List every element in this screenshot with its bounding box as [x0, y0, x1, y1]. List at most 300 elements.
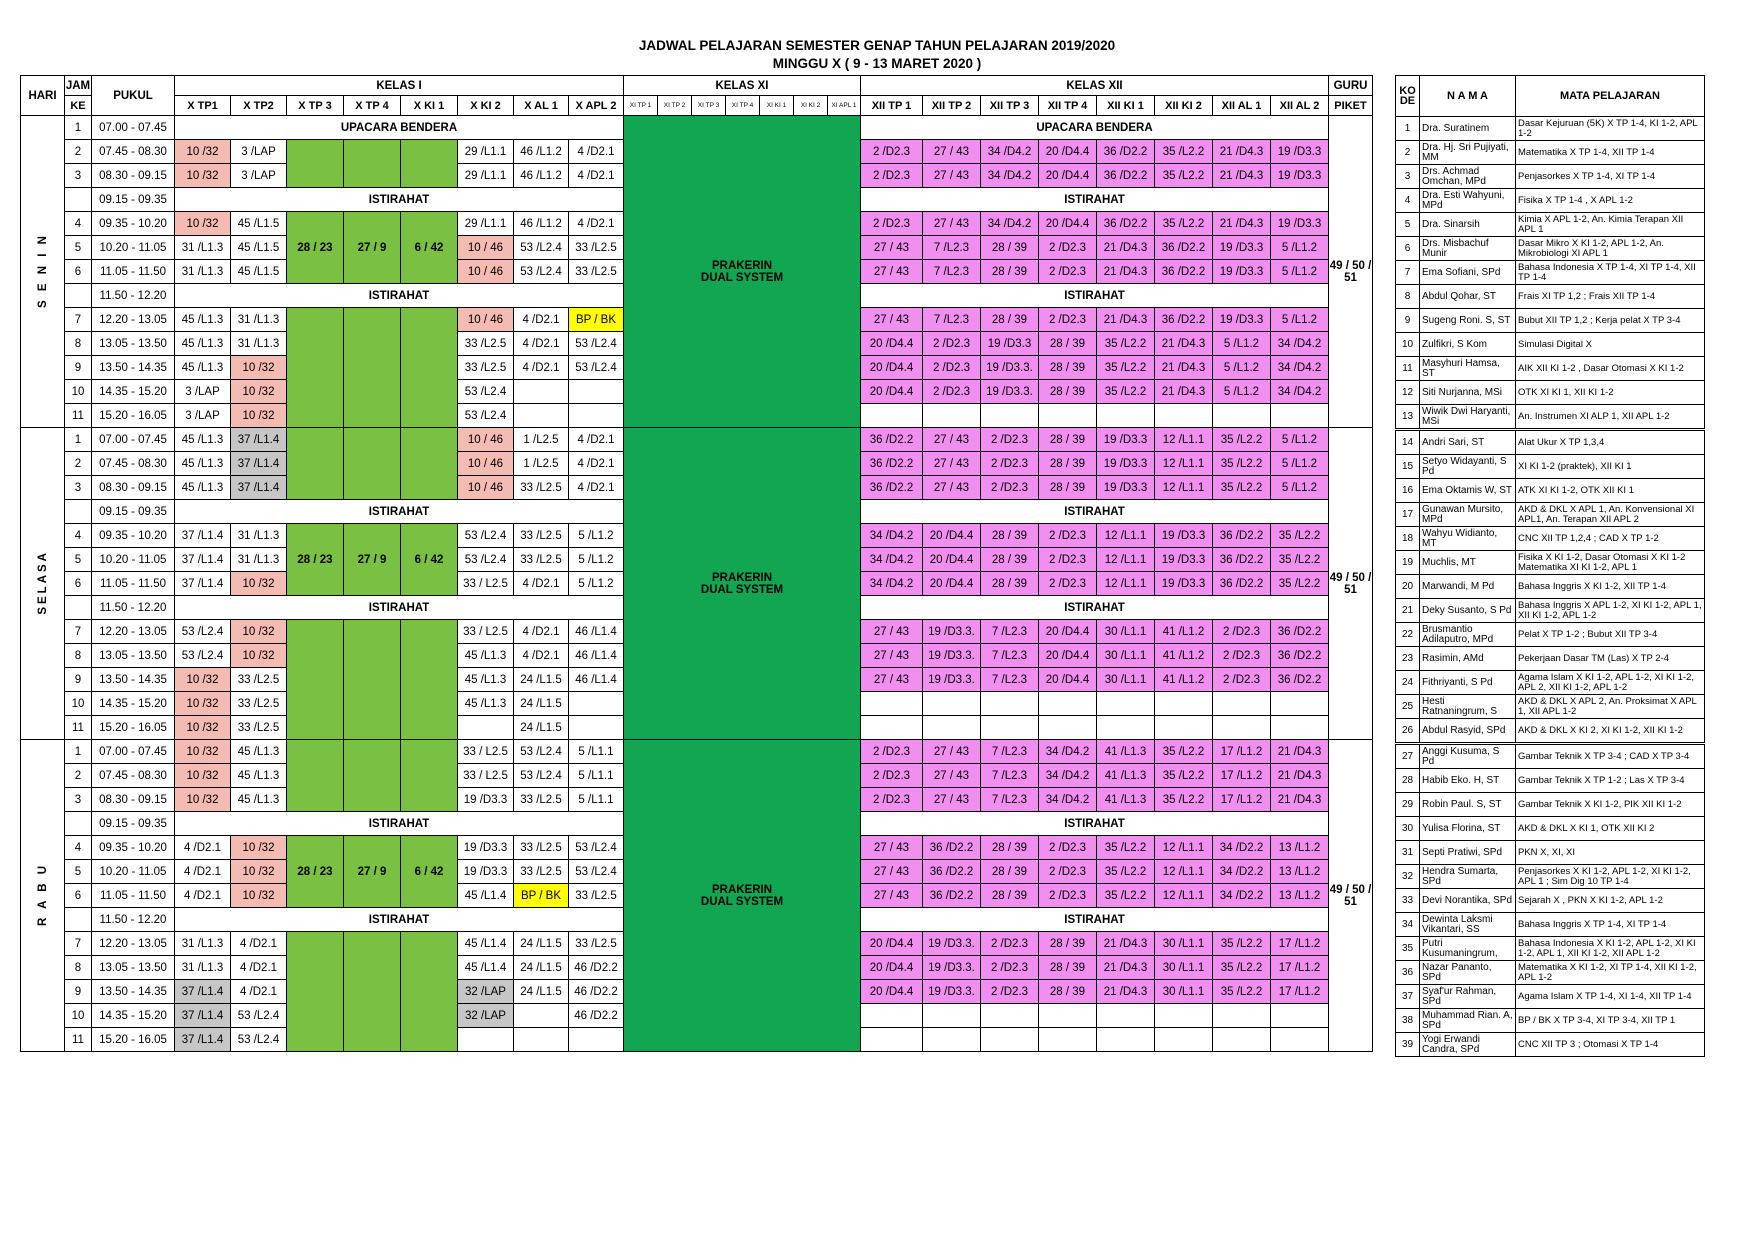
praktik-block-cell: [344, 740, 401, 812]
lesson-cell-xii: 2 /D2.3: [1039, 836, 1097, 860]
piket-cell: 49 / 50 / 51: [1329, 740, 1373, 1052]
day-name-cell: [21, 116, 65, 428]
teacher-name: Devi Norantika, SPd: [1420, 889, 1516, 913]
lesson-cell: 33 /L2.5: [569, 932, 624, 956]
lesson-cell-xii: 21 /D4.3: [1155, 332, 1213, 356]
lesson-cell-xii: 36 /D2.2: [1097, 212, 1155, 236]
lesson-cell: 33 /L2.5: [569, 260, 624, 284]
lesson-cell-xii: 35 /L2.2: [1097, 332, 1155, 356]
lesson-cell: 4 /D2.1: [231, 956, 287, 980]
lesson-cell: 10 /32: [231, 356, 287, 380]
lesson-cell: 1 /L2.5: [514, 428, 569, 452]
teacher-name: Drs. Misbachuf Munir: [1420, 237, 1516, 261]
jam-cell: 6: [65, 884, 92, 908]
lesson-cell: 31 /L1.3: [175, 956, 231, 980]
praktik-block-cell: [287, 308, 344, 428]
pukul-cell: 13.05 - 13.50: [92, 644, 175, 668]
teacher-code: 9: [1396, 309, 1420, 333]
header-row-1: [21, 76, 1373, 96]
lesson-cell: 45 /L1.3: [175, 476, 231, 500]
teacher-row: [1396, 551, 1705, 575]
prakerin-cell: [624, 116, 861, 428]
lesson-cell-xii: [1213, 404, 1271, 428]
lesson-cell-xii: 2 /D2.3: [1039, 308, 1097, 332]
teacher-name: Septi Pratiwi, SPd: [1420, 841, 1516, 865]
lesson-cell-xii: 35 /L2.2: [1155, 788, 1213, 812]
lesson-cell-xii: 20 /D4.4: [1039, 212, 1097, 236]
teacher-row: [1396, 961, 1705, 985]
lesson-cell-xii: 27 / 43: [923, 164, 981, 188]
teacher-name: Deky Susanto, S Pd: [1420, 599, 1516, 623]
lesson-cell: 46 /L1.2: [514, 140, 569, 164]
lesson-cell-xii: 13 /L1.2: [1271, 884, 1329, 908]
praktik-block-cell: [344, 308, 401, 428]
teacher-subject: Bahasa Inggris X TP 1-4, XI TP 1-4: [1516, 913, 1705, 937]
lesson-cell-xii: 35 /L2.2: [1155, 164, 1213, 188]
lesson-cell-xii: 35 /L2.2: [1271, 572, 1329, 596]
class-xi-header: XI TP 2: [658, 96, 692, 116]
praktik-block-cell: [401, 740, 458, 812]
lesson-cell: 45 /L1.4: [458, 956, 514, 980]
guru-header: GURU: [1329, 76, 1373, 96]
mapel-header: MATA PELAJARAN: [1516, 76, 1705, 117]
pukul-cell: 11.05 - 11.50: [92, 884, 175, 908]
lesson-cell-xii: 27 / 43: [861, 260, 923, 284]
teacher-code: 25: [1396, 695, 1420, 719]
jam-cell: 7: [65, 308, 92, 332]
jam-cell: 4: [65, 836, 92, 860]
praktik-block-cell: 27 / 9: [344, 212, 401, 284]
lesson-cell: 3 /LAP: [175, 404, 231, 428]
lesson-cell-xii: 36 /D2.2: [861, 476, 923, 500]
class-x-header: X TP 4: [344, 96, 401, 116]
jam-cell: [65, 188, 92, 212]
praktik-block-cell: [344, 140, 401, 188]
teacher-name: Hesti Ratnaningrum, S: [1420, 695, 1516, 719]
lesson-cell-xii: [1213, 716, 1271, 740]
lesson-cell-xii: 27 / 43: [861, 836, 923, 860]
lesson-cell-xii: 35 /L2.2: [1155, 140, 1213, 164]
teacher-row: [1396, 527, 1705, 551]
lesson-cell-xii: 2 /D2.3: [861, 140, 923, 164]
lesson-cell: 45 /L1.4: [458, 884, 514, 908]
istirahat-cell: ISTIRAHAT: [175, 596, 624, 620]
teacher-subject: Pelat X TP 1-2 ; Bubut XII TP 3-4: [1516, 623, 1705, 647]
lesson-cell: 4 /D2.1: [514, 308, 569, 332]
lesson-cell-xii: 28 / 39: [981, 308, 1039, 332]
lesson-cell-xii: 36 /D2.2: [923, 836, 981, 860]
lesson-cell-xii: 20 /D4.4: [861, 932, 923, 956]
lesson-cell-xii: 34 /D4.2: [981, 212, 1039, 236]
lesson-cell-xii: [861, 404, 923, 428]
lesson-cell: 10 /32: [175, 764, 231, 788]
praktik-block-cell: 27 / 9: [344, 524, 401, 596]
lesson-cell-xii: 28 / 39: [981, 260, 1039, 284]
lesson-cell-xii: 12 /L1.1: [1155, 452, 1213, 476]
pukul-cell: 09.15 - 09.35: [92, 188, 175, 212]
jam-cell: 1: [65, 740, 92, 764]
teacher-row: [1396, 479, 1705, 503]
lesson-cell-xii: 30 /L1.1: [1155, 980, 1213, 1004]
pukul-cell: 14.35 - 15.20: [92, 380, 175, 404]
lesson-cell-xii: 19 /D3.3.: [981, 356, 1039, 380]
teacher-row: [1396, 817, 1705, 841]
praktik-block-cell: 27 / 9: [344, 836, 401, 908]
lesson-cell-xii: 27 / 43: [861, 620, 923, 644]
lesson-cell: 4 /D2.1: [514, 644, 569, 668]
lesson-cell-xii: 5 /L1.2: [1271, 452, 1329, 476]
lesson-cell-xii: [1155, 1028, 1213, 1052]
lesson-cell-xii: 36 /D2.2: [1155, 236, 1213, 260]
lesson-cell-xii: 35 /L2.2: [1271, 524, 1329, 548]
teacher-row: [1396, 719, 1705, 743]
lesson-cell-xii: 5 /L1.2: [1271, 260, 1329, 284]
teacher-subject: XI KI 1-2 (praktek), XII KI 1: [1516, 455, 1705, 479]
lesson-cell-xii: 21 /D4.3: [1213, 140, 1271, 164]
teacher-code: 6: [1396, 237, 1420, 261]
jam-cell: 8: [65, 956, 92, 980]
lesson-cell-xii: 17 /L1.2: [1213, 788, 1271, 812]
teacher-code: 21: [1396, 599, 1420, 623]
lesson-cell: 45 /L1.3: [458, 692, 514, 716]
lesson-cell-xii: 28 / 39: [1039, 476, 1097, 500]
class-xii-header: XII KI 1: [1097, 96, 1155, 116]
teacher-subject: Pekerjaan Dasar TM (Las) X TP 2-4: [1516, 647, 1705, 671]
lesson-cell-xii: 20 /D4.4: [1039, 668, 1097, 692]
lesson-cell: 53 /L2.4: [458, 380, 514, 404]
lesson-cell: 45 /L1.3: [231, 740, 287, 764]
teacher-code: 18: [1396, 527, 1420, 551]
lesson-cell: 10 / 46: [458, 308, 514, 332]
lesson-cell-xii: 28 / 39: [981, 524, 1039, 548]
teacher-name: Anggi Kusuma, S Pd: [1420, 745, 1516, 769]
lesson-cell-xii: 21 /D4.3: [1271, 764, 1329, 788]
class-xi-header: XI KI 2: [794, 96, 828, 116]
teacher-code: 7: [1396, 261, 1420, 285]
lesson-cell-xii: 28 / 39: [981, 548, 1039, 572]
lesson-cell-xii: 19 /D3.3: [1155, 548, 1213, 572]
lesson-cell: 10 / 46: [458, 236, 514, 260]
pukul-cell: 11.05 - 11.50: [92, 260, 175, 284]
lesson-cell: 53 /L2.4: [569, 860, 624, 884]
teacher-subject: An. Instrumen XI ALP 1, XII APL 1-2: [1516, 405, 1705, 429]
lesson-cell-xii: 21 /D4.3: [1097, 236, 1155, 260]
lesson-cell-xii: 12 /L1.1: [1155, 836, 1213, 860]
teacher-name: Ema Sofiani, SPd: [1420, 261, 1516, 285]
lesson-cell-xii: 20 /D4.4: [1039, 164, 1097, 188]
lesson-cell: 19 /D3.3: [458, 836, 514, 860]
jam-cell: 3: [65, 788, 92, 812]
lesson-cell: [569, 1028, 624, 1052]
teacher-subject: Fisika X KI 1-2, Dasar Otomasi X KI 1-2 Matematika XI KI 1-2, APL 1: [1516, 551, 1705, 575]
teacher-name: Dra. Hj. Sri Pujiyati, MM: [1420, 141, 1516, 165]
lesson-cell: 10 /32: [231, 644, 287, 668]
lesson-cell-xii: 2 /D2.3: [861, 764, 923, 788]
lesson-cell-xii: 34 /D4.2: [861, 524, 923, 548]
lesson-cell-xii: [861, 716, 923, 740]
lesson-cell-xii: 34 /D4.2: [1039, 740, 1097, 764]
lesson-cell-xii: [981, 1004, 1039, 1028]
teacher-row: [1396, 189, 1705, 213]
teacher-code: 36: [1396, 961, 1420, 985]
lesson-cell: 31 /L1.3: [175, 932, 231, 956]
teacher-name: Abdul Qohar, ST: [1420, 285, 1516, 309]
lesson-cell-xii: 7 /L2.3: [923, 260, 981, 284]
jam-cell: 6: [65, 260, 92, 284]
lesson-cell: 5 /L1.1: [569, 788, 624, 812]
lesson-cell-xii: 2 /D2.3: [861, 164, 923, 188]
jam-cell: 7: [65, 620, 92, 644]
lesson-cell-xii: 2 /D2.3: [1039, 860, 1097, 884]
istirahat-cell: ISTIRAHAT: [175, 284, 624, 308]
lesson-cell-xii: 28 / 39: [981, 572, 1039, 596]
day-name-cell: [21, 428, 65, 740]
teacher-name: Masyhuri Hamsa, ST: [1420, 357, 1516, 381]
lesson-cell: 37 /L1.4: [231, 428, 287, 452]
teacher-subject: AKD & DKL X KI 1, OTK XII KI 2: [1516, 817, 1705, 841]
teacher-subject: AKD & DKL X APL 1, An. Konvensional XI APL1, An. Terapan XII APL 2: [1516, 503, 1705, 527]
upacara-cell-xii: UPACARA BENDERA: [861, 116, 1329, 140]
teacher-row: [1396, 937, 1705, 961]
lesson-cell-xii: 27 / 43: [923, 428, 981, 452]
lesson-cell-xii: [981, 1028, 1039, 1052]
teacher-row: [1396, 671, 1705, 695]
istirahat-cell: ISTIRAHAT: [175, 188, 624, 212]
teacher-subject: Penjasorkes X KI 1-2, APL 1-2, XI KI 1-2, APL 1 ; Sim Dig 10 TP 1-4: [1516, 865, 1705, 889]
lesson-cell-xii: 36 /D2.2: [1097, 164, 1155, 188]
lesson-cell: 31 /L1.3: [231, 548, 287, 572]
lesson-cell-xii: [1039, 692, 1097, 716]
teacher-subject: PKN X, XI, XI: [1516, 841, 1705, 865]
lesson-cell-xii: 41 /L1.3: [1097, 740, 1155, 764]
lesson-cell-xii: 19 /D3.3.: [923, 620, 981, 644]
teacher-subject: OTK XI KI 1, XII KI 1-2: [1516, 381, 1705, 405]
lesson-cell-xii: 36 /D2.2: [923, 860, 981, 884]
prakerin-cell: [624, 428, 861, 740]
teacher-row: [1396, 141, 1705, 165]
lesson-cell-xii: 27 / 43: [861, 884, 923, 908]
istirahat-cell-xii: ISTIRAHAT: [861, 596, 1329, 620]
teacher-code: 4: [1396, 189, 1420, 213]
lesson-cell-xii: 20 /D4.4: [861, 980, 923, 1004]
day-name: S E N I N: [36, 232, 49, 308]
praktik-block-cell: 28 / 23: [287, 212, 344, 284]
lesson-cell-xii: [1213, 692, 1271, 716]
lesson-cell: 53 /L2.4: [569, 356, 624, 380]
teacher-row: [1396, 745, 1705, 769]
istirahat-cell-xii: ISTIRAHAT: [861, 500, 1329, 524]
jam-cell: 10: [65, 1004, 92, 1028]
teacher-name: Rasimin, AMd: [1420, 647, 1516, 671]
lesson-cell-xii: 19 /D3.3.: [923, 980, 981, 1004]
lesson-cell: 53 /L2.4: [569, 332, 624, 356]
lesson-cell-xii: 2 /D2.3: [981, 452, 1039, 476]
pukul-cell: 07.45 - 08.30: [92, 764, 175, 788]
class-xi-header: XI TP 4: [726, 96, 760, 116]
teacher-code: 22: [1396, 623, 1420, 647]
lesson-cell: 45 /L1.3: [175, 452, 231, 476]
lesson-cell-xii: 28 / 39: [1039, 428, 1097, 452]
jam-cell: 8: [65, 332, 92, 356]
nama-header: N A M A: [1420, 76, 1516, 117]
lesson-cell-xii: 2 /D2.3: [1213, 620, 1271, 644]
lesson-cell-xii: 35 /L2.2: [1155, 740, 1213, 764]
lesson-cell-xii: 34 /D4.2: [861, 572, 923, 596]
lesson-cell: [569, 380, 624, 404]
pukul-cell: 14.35 - 15.20: [92, 1004, 175, 1028]
lesson-cell-xii: [1155, 692, 1213, 716]
teacher-row: [1396, 333, 1705, 357]
lesson-cell: 45 /L1.4: [458, 932, 514, 956]
lesson-cell: 33 /L2.5: [514, 476, 569, 500]
lesson-cell-xii: 21 /D4.3: [1097, 308, 1155, 332]
teacher-code: 23: [1396, 647, 1420, 671]
lesson-cell-xii: 2 /D2.3: [861, 788, 923, 812]
jam-ke-header: KE: [65, 96, 92, 116]
jam-cell: [65, 500, 92, 524]
teacher-name: Siti Nurjanna, MSi: [1420, 381, 1516, 405]
pukul-cell: 12.20 - 13.05: [92, 308, 175, 332]
pukul-cell: 08.30 - 09.15: [92, 164, 175, 188]
jam-cell: 5: [65, 860, 92, 884]
lesson-cell-xii: 20 /D4.4: [1039, 140, 1097, 164]
class-xii-header: XII AL 2: [1271, 96, 1329, 116]
teacher-name: Yulisa Florina, ST: [1420, 817, 1516, 841]
lesson-cell-xii: 2 /D2.3: [861, 212, 923, 236]
pukul-cell: 13.50 - 14.35: [92, 980, 175, 1004]
pukul-cell: 09.15 - 09.35: [92, 812, 175, 836]
lesson-cell-xii: 36 /D2.2: [923, 884, 981, 908]
pukul-cell: 08.30 - 09.15: [92, 788, 175, 812]
class-x-header: X TP1: [175, 96, 231, 116]
teacher-row: [1396, 985, 1705, 1009]
lesson-cell-xii: 27 / 43: [861, 308, 923, 332]
lesson-cell-xii: [1271, 716, 1329, 740]
teacher-name: Robin Paul. S, ST: [1420, 793, 1516, 817]
lesson-cell-xii: 12 /L1.1: [1155, 884, 1213, 908]
teacher-row: [1396, 309, 1705, 333]
teacher-name: Habib Eko. H, ST: [1420, 769, 1516, 793]
lesson-cell-xii: 34 /D4.2: [981, 140, 1039, 164]
lesson-cell-xii: 30 /L1.1: [1155, 956, 1213, 980]
lesson-cell-xii: 36 /D2.2: [861, 428, 923, 452]
lesson-cell-xii: [923, 1004, 981, 1028]
lesson-cell: 32 /LAP: [458, 980, 514, 1004]
lesson-cell-xii: 27 / 43: [923, 476, 981, 500]
lesson-cell-xii: 19 /D3.3: [1271, 164, 1329, 188]
lesson-cell-xii: 21 /D4.3: [1213, 212, 1271, 236]
teacher-row: [1396, 913, 1705, 937]
lesson-cell-xii: 7 /L2.3: [981, 788, 1039, 812]
lesson-cell-xii: 21 /D4.3: [1155, 356, 1213, 380]
lesson-cell: 45 /L1.3: [175, 356, 231, 380]
teacher-subject: Bubut XII TP 1,2 ; Kerja pelat X TP 3-4: [1516, 309, 1705, 333]
lesson-cell-xii: [923, 1028, 981, 1052]
lesson-cell: BP / BK: [569, 308, 624, 332]
jam-cell: 7: [65, 932, 92, 956]
teacher-name: Muchlis, MT: [1420, 551, 1516, 575]
lesson-cell: 10 /32: [175, 668, 231, 692]
istirahat-cell: ISTIRAHAT: [175, 500, 624, 524]
teacher-table: [1395, 75, 1705, 1057]
lesson-cell: 31 /L1.3: [175, 236, 231, 260]
lesson-cell-xii: 12 /L1.1: [1155, 428, 1213, 452]
lesson-cell: 31 /L1.3: [231, 308, 287, 332]
pukul-cell: 13.05 - 13.50: [92, 332, 175, 356]
lesson-cell-xii: 17 /L1.2: [1213, 764, 1271, 788]
lesson-cell-xii: 19 /D3.3.: [981, 380, 1039, 404]
lesson-cell: 10 / 46: [458, 428, 514, 452]
praktik-block-cell: 6 / 42: [401, 212, 458, 284]
lesson-cell-xii: 35 /L2.2: [1097, 860, 1155, 884]
lesson-cell: 45 /L1.5: [231, 236, 287, 260]
lesson-cell-xii: 34 /D2.2: [1213, 860, 1271, 884]
lesson-cell-xii: 27 / 43: [861, 236, 923, 260]
pukul-cell: 15.20 - 16.05: [92, 716, 175, 740]
lesson-cell-xii: [1039, 1004, 1097, 1028]
pukul-cell: 15.20 - 16.05: [92, 1028, 175, 1052]
lesson-cell-xii: 19 /D3.3: [981, 332, 1039, 356]
lesson-cell: 5 /L1.1: [569, 740, 624, 764]
lesson-cell-xii: [923, 716, 981, 740]
lesson-cell-xii: 5 /L1.2: [1213, 380, 1271, 404]
lesson-cell: 33 /L2.5: [514, 548, 569, 572]
lesson-cell-xii: 28 / 39: [981, 884, 1039, 908]
lesson-cell: 45 /L1.3: [175, 428, 231, 452]
lesson-cell-xii: 2 /D2.3: [923, 380, 981, 404]
pukul-cell: 12.20 - 13.05: [92, 620, 175, 644]
lesson-cell: [514, 1028, 569, 1052]
lesson-cell: 4 /D2.1: [175, 884, 231, 908]
teacher-name: Muhammad Rian. A, SPd: [1420, 1009, 1516, 1033]
lesson-cell-xii: 19 /D3.3.: [923, 668, 981, 692]
teacher-row: [1396, 357, 1705, 381]
lesson-cell: [569, 692, 624, 716]
teacher-code: 5: [1396, 213, 1420, 237]
class-xii-header: XII TP 3: [981, 96, 1039, 116]
lesson-cell: 37 /L1.4: [175, 548, 231, 572]
lesson-cell-xii: 19 /D3.3: [1097, 476, 1155, 500]
teacher-code: 33: [1396, 889, 1420, 913]
day-name: R A B U: [36, 862, 49, 926]
lesson-cell: 24 /L1.5: [514, 668, 569, 692]
lesson-cell: 10 /32: [231, 380, 287, 404]
lesson-cell: 33 /L2.5: [514, 524, 569, 548]
teacher-code: 3: [1396, 165, 1420, 189]
lesson-cell-xii: [1097, 1004, 1155, 1028]
pukul-cell: 11.05 - 11.50: [92, 572, 175, 596]
pukul-cell: 07.00 - 07.45: [92, 116, 175, 140]
lesson-cell-xii: 2 /D2.3: [861, 740, 923, 764]
teacher-code: 30: [1396, 817, 1420, 841]
teacher-subject: Simulasi Digital X: [1516, 333, 1705, 357]
lesson-cell-xii: 21 /D4.3: [1097, 932, 1155, 956]
teacher-code: 8: [1396, 285, 1420, 309]
praktik-block-cell: [401, 308, 458, 428]
lesson-cell-xii: [1039, 716, 1097, 740]
lesson-cell-xii: 35 /L2.2: [1213, 428, 1271, 452]
lesson-cell-xii: [1097, 404, 1155, 428]
pukul-cell: 13.50 - 14.35: [92, 356, 175, 380]
lesson-cell: 33 / L2.5: [458, 572, 514, 596]
lesson-cell-xii: [923, 692, 981, 716]
lesson-cell: [514, 1004, 569, 1028]
teacher-name: Andri Sari, ST: [1420, 431, 1516, 455]
lesson-cell-xii: 35 /L2.2: [1155, 212, 1213, 236]
lesson-cell: 53 /L2.4: [458, 548, 514, 572]
praktik-block-cell: [401, 428, 458, 500]
pukul-cell: 13.50 - 14.35: [92, 668, 175, 692]
